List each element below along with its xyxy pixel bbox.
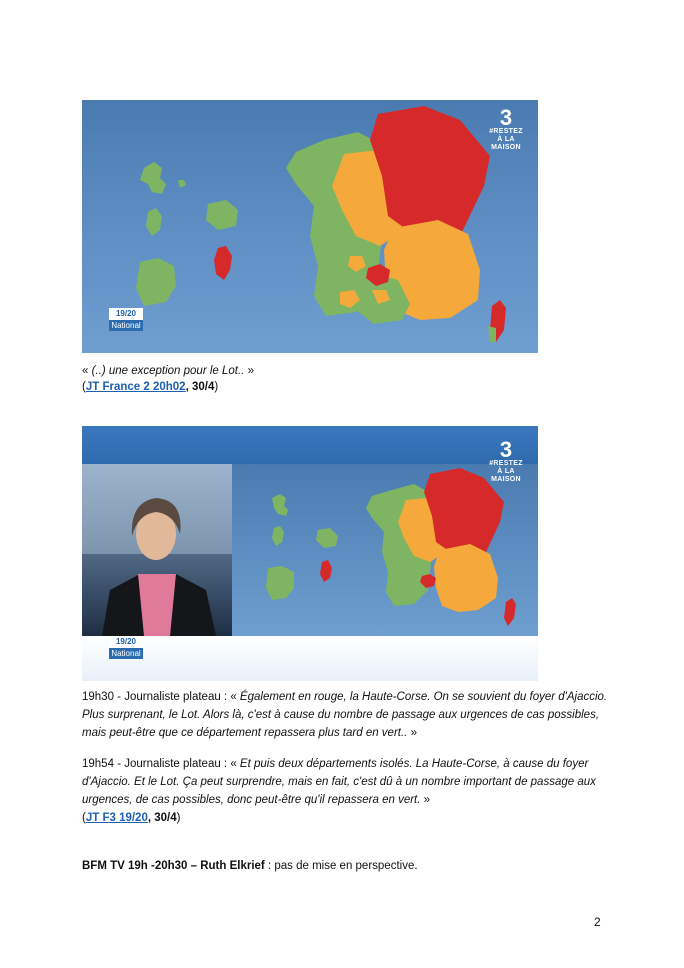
bfm-note [82, 857, 622, 875]
island-reunion-2 [316, 528, 338, 548]
source-date: , 30/4 [185, 381, 215, 393]
source-link-jt-france2[interactable]: JT France 2 20h02 [85, 381, 186, 393]
transcript-1954-suffix: » [420, 794, 431, 806]
presenter-top [138, 574, 176, 636]
island-guadeloupe [140, 162, 166, 194]
island-martinique [146, 208, 162, 236]
corsica-south [488, 326, 496, 342]
program-badge-2 [109, 636, 143, 659]
bottom-band [82, 636, 538, 681]
island-guadeloupe-2 [272, 494, 288, 516]
header-band [82, 426, 538, 464]
france3-logo-2 [482, 437, 530, 484]
paren-open: ( [82, 381, 86, 393]
island-mayotte-2 [320, 560, 332, 582]
transcript-1930-quote: Également en rouge, la Haute-Corse. On se souvient du foyer d'Ajaccio. Plus surprenant, le Lot. Alors là, c'est à cause du nombre de passage aux urgences de cas possibles, mais peut-être que ce département repassera plus tard en vert.. [82, 691, 608, 739]
island-guyane [136, 258, 176, 306]
paren-close-2: ) [176, 812, 181, 824]
page-number: 2 [594, 915, 601, 929]
caption-source-1 [82, 379, 218, 395]
transcript-1954-quote: Et puis deux départements isolés. La Haute-Corse, à cause du foyer d'Ajaccio. Et le Lot. Ça peut surprendre, mais en fait, c'est dû à un nombre important de passage aux urgences, de cas possibles, donc peut-être qu'il repassera en vert. [82, 758, 596, 806]
island-martinique-2 [272, 526, 284, 546]
logo-number: 3 [499, 105, 513, 130]
program-badge [109, 308, 143, 331]
source-link-jt-f3[interactable]: JT F3 19/20 [85, 812, 148, 824]
badge-bottom-2: National [109, 648, 143, 659]
island-reunion [206, 200, 238, 230]
bfm-note-bold: BFM TV 19h -20h30 – Ruth Elkrief [82, 860, 265, 872]
transcript-1930-suffix: » [407, 727, 417, 739]
logo-tag-line2: À LA MAISON [491, 136, 521, 151]
france3-logo [482, 105, 530, 152]
transcript-1930-prefix: 19h30 - Journaliste plateau : « [82, 691, 240, 703]
badge-top: 19/20 [109, 308, 143, 320]
paren-open-2: ( [82, 812, 86, 824]
logo-tag-line1-2: #RESTEZ [489, 460, 523, 467]
island-guyane-2 [266, 566, 294, 600]
presenter-image [82, 464, 232, 636]
small-island-1 [178, 180, 186, 188]
transcript-1954 [82, 755, 622, 827]
bfm-note-rest: : pas de mise en perspective. [264, 860, 418, 872]
mainland-southeast-orange-2 [434, 544, 498, 612]
badge-top-2: 19/20 [109, 636, 143, 648]
caption-quote-text: (..) une exception pour le Lot.. [91, 365, 245, 377]
logo-tag-line2-2: À LA MAISON [491, 468, 521, 483]
france-map-1 [82, 100, 538, 353]
caption-quote-1 [82, 363, 254, 379]
caption-close: » [244, 365, 254, 377]
transcript-1954-prefix: 19h54 - Journaliste plateau : « [82, 758, 240, 770]
caption-open: « [82, 365, 92, 377]
island-mayotte [214, 246, 232, 280]
logo-number-2: 3 [499, 437, 513, 462]
source-date-2: , 30/4 [147, 812, 177, 824]
map-panel [232, 464, 538, 636]
france-map-2 [232, 464, 538, 636]
transcript-1930 [82, 688, 622, 742]
map-screenshot-2 [82, 426, 538, 681]
studio-panel [82, 464, 232, 636]
logo-tag-line1: #RESTEZ [489, 128, 523, 135]
corsica-2 [504, 598, 516, 626]
map-screenshot-1 [82, 100, 538, 353]
paren-close: ) [214, 381, 219, 393]
badge-bottom: National [109, 320, 143, 331]
